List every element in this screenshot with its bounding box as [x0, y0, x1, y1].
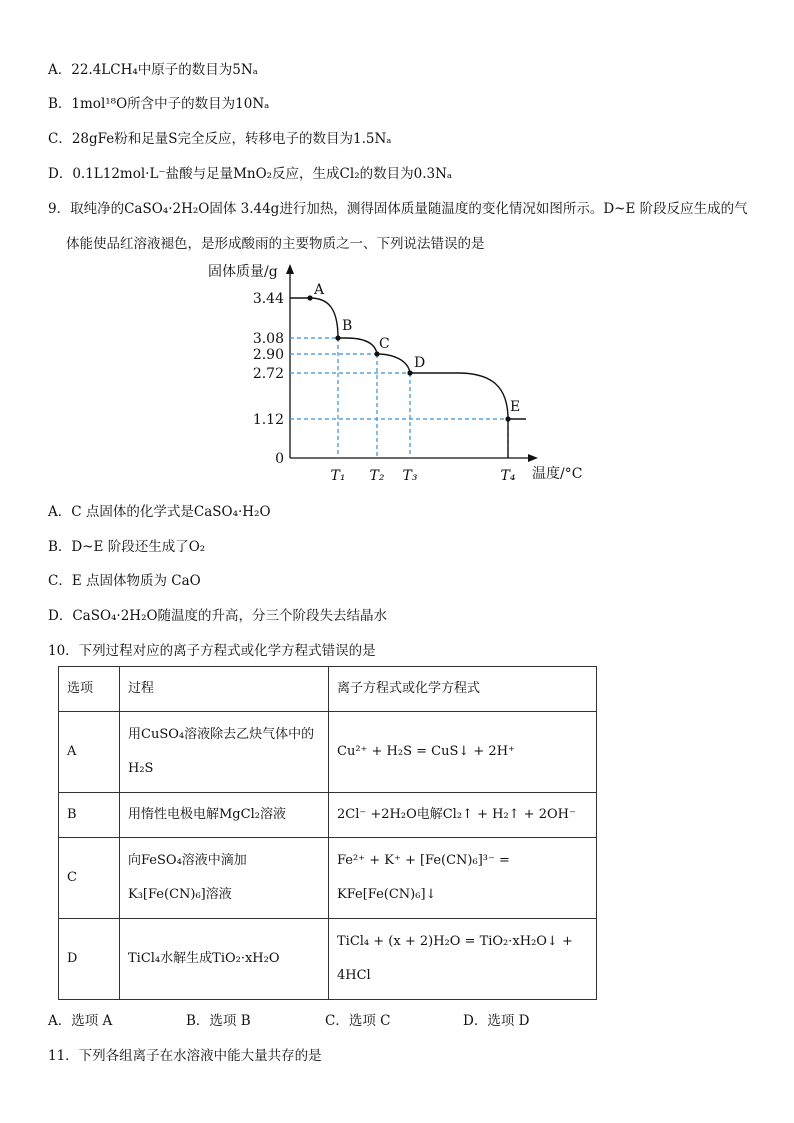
y-axis-arrow [286, 264, 294, 274]
ticks [253, 291, 516, 484]
table-row [59, 838, 597, 919]
table-cell-option: D [59, 919, 120, 1000]
table-row [59, 712, 597, 793]
y-tick-label: 1.12 [252, 412, 284, 428]
table-header-cell: 过程 [120, 667, 329, 712]
table-cell-option: A [59, 712, 120, 793]
x-tick-label: T₄ [500, 468, 516, 484]
point-label: E [510, 399, 521, 415]
table-header-cell: 离子方程式或化学方程式 [329, 667, 597, 712]
equation-table [58, 666, 597, 1000]
q9-option-b: B．D~E 阶段还生成了O₂ [48, 539, 206, 555]
table-header-cell: 选项 [59, 667, 120, 712]
q8-option-b: B．1mol¹⁸O所含中子的数目为10Nₐ [48, 96, 270, 112]
y-axis-label: 固体质量/g [208, 264, 278, 280]
q8-option-c: C．28gFe粉和足量S完全反应，转移电子的数目为1.5Nₐ [48, 131, 392, 147]
q10-option-b: B．选项 B [186, 1013, 251, 1029]
table-row [59, 919, 597, 1000]
point-marker [335, 335, 340, 340]
x-axis-arrow [528, 454, 538, 462]
q9-stem-line2: 体能使品红溶液褪色，是形成酸雨的主要物质之一、下列说法错误的是 [66, 236, 485, 252]
point-label: A [314, 282, 325, 298]
q10-stem: 10．下列过程对应的离子方程式或化学方程式错误的是 [48, 643, 376, 659]
y-tick-label: 2.72 [252, 366, 284, 382]
dashed-guides [290, 338, 508, 458]
y-tick-label: 3.08 [252, 331, 284, 347]
q10-option-a: A．选项 A [48, 1013, 113, 1029]
curve [290, 298, 526, 458]
table-cell-process: 向FeSO₄溶液中滴加K₃[Fe(CN)₆]溶液 [128, 853, 247, 902]
x-tick-label: T₂ [369, 468, 385, 484]
table-cell-equation: TiCl₄ + (x + 2)H₂O = TiO₂·xH₂O↓ + 4HCl [337, 934, 573, 983]
q8-option-a: A．22.4LCH₄中原子的数目为5Nₐ [48, 62, 258, 78]
table-header-row [59, 667, 597, 712]
point-label: C [379, 336, 390, 352]
point-label: D [414, 355, 426, 371]
table-cell-process: 用惰性电极电解MgCl₂溶液 [128, 807, 286, 822]
q10-option-c: C．选项 C [325, 1013, 391, 1029]
mass-temperature-chart [200, 258, 600, 490]
table-cell-option: B [59, 793, 120, 838]
point-marker [407, 370, 412, 375]
y-tick-label: 2.90 [252, 347, 284, 363]
mass-curve [290, 298, 526, 458]
point-marker [374, 351, 379, 356]
point-marker [307, 295, 312, 300]
table-cell-equation: Fe²⁺ + K⁺ + [Fe(CN)₆]³⁻ = KFe[Fe(CN)₆]↓ [337, 853, 510, 902]
x-tick-label: T₃ [402, 468, 418, 484]
q10-option-d: D．选项 D [463, 1013, 530, 1029]
table-cell-process: 用CuSO₄溶液除去乙炔气体中的H₂S [128, 727, 315, 776]
x-axis-label: 温度/°C [532, 466, 583, 482]
points [307, 282, 520, 422]
table-cell-process: TiCl₄水解生成TiO₂·xH₂O [128, 951, 280, 966]
point-marker [505, 416, 510, 421]
q9-stem-line1: 9．取纯净的CaSO₄·2H₂O固体 3.44g进行加热，测得固体质量随温度的变化情况如图所示。D~E 阶段反应生成的气 [48, 201, 748, 217]
x-tick-label: T₁ [330, 468, 346, 484]
table-cell-option: C [59, 838, 120, 919]
table-cell-equation: Cu²⁺ + H₂S = CuS↓ + 2H⁺ [337, 744, 515, 759]
y-tick-label: 3.44 [252, 291, 284, 307]
y-tick-label: 0 [275, 451, 284, 467]
q11-stem: 11．下列各组离子在水溶液中能大量共存的是 [48, 1048, 322, 1064]
q9-option-d: D．CaSO₄·2H₂O随温度的升高，分三个阶段失去结晶水 [48, 608, 388, 624]
table-cell-equation: 2Cl⁻ +2H₂O电解Cl₂↑ + H₂↑ + 2OH⁻ [337, 807, 576, 822]
point-label: B [342, 318, 353, 334]
q9-option-a: A．C 点固体的化学式是CaSO₄·H₂O [48, 504, 271, 520]
q9-option-c: C．E 点固体物质为 CaO [48, 573, 201, 589]
table-row [59, 793, 597, 838]
q8-option-d: D．0.1L12mol·L⁻盐酸与足量MnO₂反应，生成Cl₂的数目为0.3Nₐ [48, 166, 453, 182]
